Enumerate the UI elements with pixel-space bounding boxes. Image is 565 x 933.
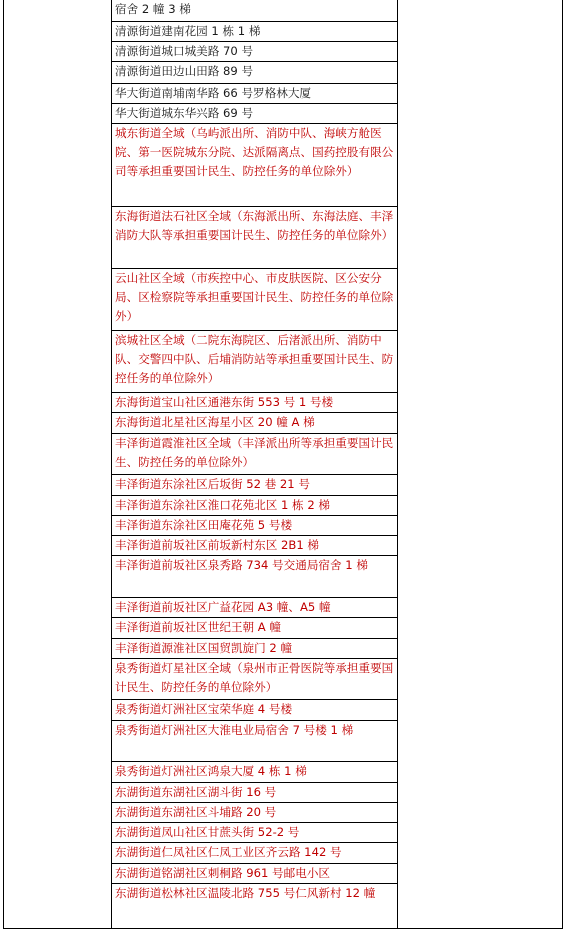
address-cell xyxy=(112,638,398,658)
address-text: 东湖街道凤山社区甘蔗头街 52-2 号 xyxy=(115,825,300,840)
address-cell xyxy=(112,536,398,556)
address-cell xyxy=(112,823,398,843)
address-cell xyxy=(112,433,398,475)
address-cell xyxy=(112,103,398,123)
address-cell xyxy=(112,83,398,103)
address-cell xyxy=(112,658,398,700)
address-cell xyxy=(112,331,398,393)
address-text: 清源街道建南花园 1 栋 1 梯 xyxy=(115,23,261,38)
address-text: 东湖街道松林社区温陵北路 755 号仁风新村 12 幢 xyxy=(115,885,376,900)
address-text: 云山社区全域（市疾控中心、市皮肤医院、区公安分局、区检察院等承担重要国计民生、防控任务的单位除外） xyxy=(115,271,394,324)
address-cell xyxy=(112,124,398,207)
address-cell xyxy=(112,863,398,883)
address-cell xyxy=(112,618,398,638)
address-text: 东海街道北星社区海星小区 20 幢 A 梯 xyxy=(115,415,315,430)
table-row xyxy=(4,0,563,21)
address-cell xyxy=(112,62,398,83)
address-text: 滨城社区全域（二院东海院区、后渚派出所、消防中队、交警四中队、后埔消防站等承担重要国计民生、防控任务的单位除外） xyxy=(115,333,394,386)
address-text: 泉秀街道灯星社区全域（泉州市正骨医院等承担重要国计民生、防控任务的单位除外） xyxy=(115,660,394,694)
address-text: 泉秀街道灯洲社区宝荣华庭 4 号楼 xyxy=(115,702,293,717)
address-text: 清源街道城口城美路 70 号 xyxy=(115,44,254,59)
address-text: 丰泽街道源淮社区国贸凯旋门 2 幢 xyxy=(115,640,293,655)
address-table-body xyxy=(4,0,563,929)
address-cell xyxy=(112,720,398,762)
address-text: 丰泽街道前坂社区世纪王朝 A 幢 xyxy=(115,620,282,635)
address-text: 丰泽街道东涂社区淮口花苑北区 1 栋 2 梯 xyxy=(115,497,330,512)
address-cell xyxy=(112,700,398,720)
address-text: 泉秀街道灯洲社区大淮电业局宿舍 7 号楼 1 梯 xyxy=(115,722,354,737)
address-text: 丰泽街道东涂社区田庵花苑 5 号楼 xyxy=(115,517,293,532)
address-cell xyxy=(112,782,398,802)
address-cell xyxy=(112,515,398,535)
address-cell xyxy=(112,207,398,269)
address-cell xyxy=(112,597,398,617)
address-text: 丰泽街道前坂社区泉秀路 734 号交通局宿舍 1 梯 xyxy=(115,558,368,573)
address-text: 东湖街道铭湖社区刺桐路 961 号邮电小区 xyxy=(115,865,331,880)
address-cell xyxy=(112,883,398,928)
address-cell xyxy=(112,413,398,433)
address-text: 东海街道法石社区全域（东海派出所、东海法庭、丰泽消防大队等承担重要国计民生、防控任务的单位除外） xyxy=(115,209,394,243)
address-text: 丰泽街道前坂社区前坂新村东区 2B1 梯 xyxy=(115,538,319,553)
address-text: 丰泽街道前坂社区广益花园 A3 幢、A5 幢 xyxy=(115,599,331,614)
address-table xyxy=(3,0,563,929)
address-cell xyxy=(112,802,398,822)
address-cell xyxy=(112,393,398,413)
address-cell xyxy=(112,475,398,495)
address-text: 宿舍 2 幢 3 梯 xyxy=(115,2,191,16)
left-merged-cell xyxy=(4,0,112,929)
address-cell xyxy=(112,495,398,515)
address-text: 丰泽街道东涂社区后坂街 52 巷 21 号 xyxy=(115,477,310,492)
address-cell xyxy=(112,21,398,41)
address-cell xyxy=(112,556,398,598)
address-text: 城东街道全域（乌屿派出所、消防中队、海峡方舱医院、第一医院城东分院、达派隔离点、国药控股有限公司等承担重要国计民生、防控任务的单位除外） xyxy=(115,126,394,179)
address-text: 东海街道宝山社区通港东街 553 号 1 号楼 xyxy=(115,395,334,410)
address-cell xyxy=(112,269,398,331)
address-text: 东湖街道仁凤社区仁凤工业区齐云路 142 号 xyxy=(115,845,342,860)
address-cell xyxy=(112,762,398,782)
address-text: 东湖街道东湖社区湖斗街 16 号 xyxy=(115,784,277,799)
right-merged-cell xyxy=(398,0,563,929)
address-text: 华大街道城东华兴路 69 号 xyxy=(115,105,254,120)
address-text: 清源街道田边山田路 89 号 xyxy=(115,64,254,79)
address-cell xyxy=(112,0,398,21)
address-text: 丰泽街道霞淮社区全域（丰泽派出所等承担重要国计民生、防控任务的单位除外） xyxy=(115,435,394,469)
address-cell xyxy=(112,42,398,62)
address-text: 东湖街道东湖社区斗埔路 20 号 xyxy=(115,804,277,819)
address-text: 华大街道南埔南华路 66 号罗格林大厦 xyxy=(115,85,312,100)
address-text: 泉秀街道灯洲社区鸿泉大厦 4 栋 1 梯 xyxy=(115,764,307,779)
address-cell xyxy=(112,843,398,863)
